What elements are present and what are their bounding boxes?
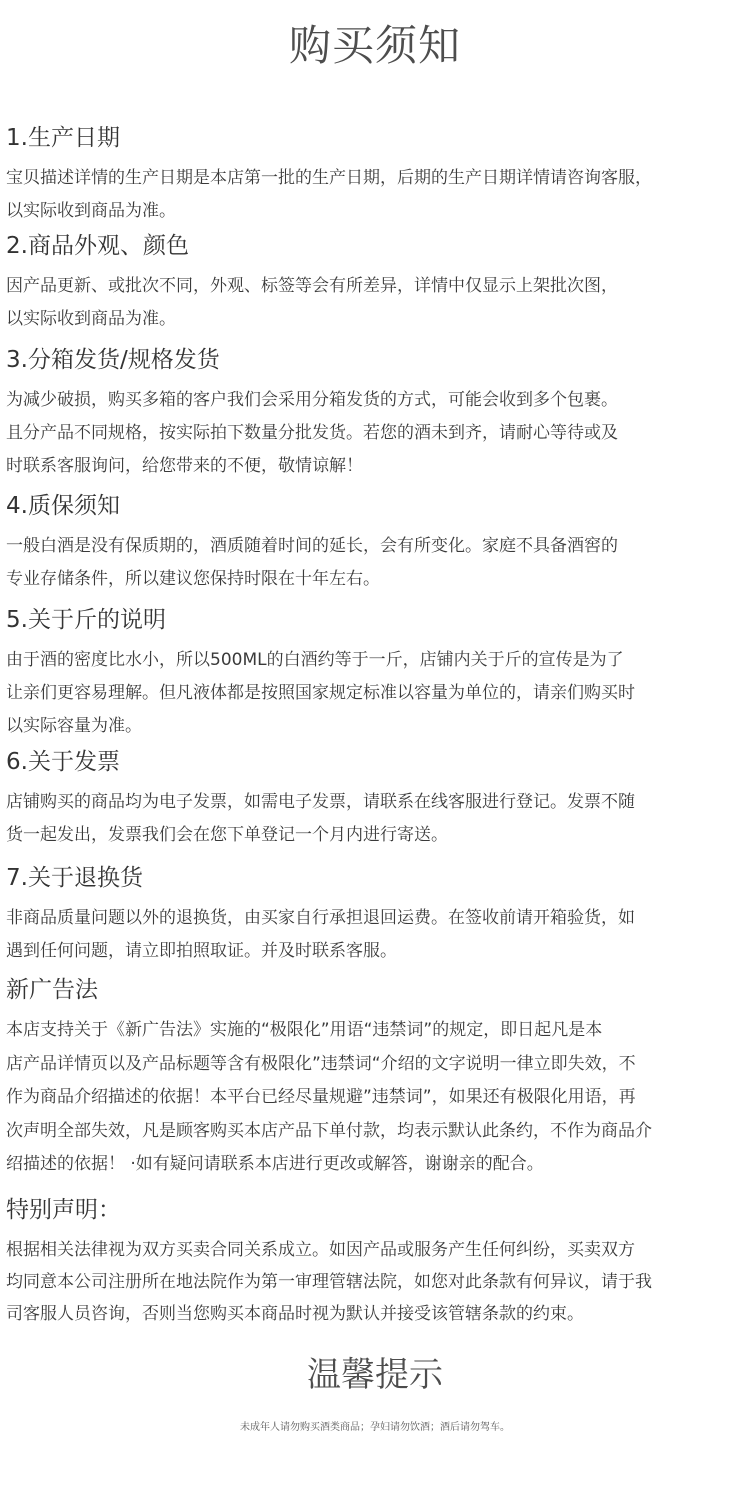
page-title: 购买须知 <box>288 21 461 70</box>
section-heading: 特别声明： <box>6 1197 121 1223</box>
section-heading: 1.生产日期 <box>6 125 120 151</box>
section-jin-explanation <box>6 604 740 743</box>
section-heading: 4.质保须知 <box>6 493 120 519</box>
section-line: 以实际收到商品为准。 <box>6 309 176 329</box>
section-line: 作为商品介绍描述的依据！本平台已经尽量规避”违禁词”，如果还有极限化用语，再 <box>6 1087 636 1107</box>
section-invoice <box>6 746 740 852</box>
section-line: 店铺购买的商品均为电子发票，如需电子发票，请联系在线客服进行登记。发票不随 <box>6 792 635 812</box>
section-line: 司客服人员咨询，否则当您购买本商品时视为默认并接受该管辖条款的约束。 <box>6 1304 584 1324</box>
section-line: 本店支持关于《新广告法》实施的“极限化”用语“违禁词”的规定，即日起凡是本 <box>6 1020 603 1040</box>
section-special-statement <box>6 1194 740 1330</box>
section-line: 时联系客服询问，给您带来的不便，敬情谅解！ <box>6 456 363 476</box>
section-heading: 5.关于斤的说明 <box>6 607 166 633</box>
section-returns <box>6 862 740 968</box>
section-line: 绍描述的依据！ ·如有疑问请联系本店进行更改或解答，谢谢亲的配合。 <box>6 1154 544 1174</box>
section-split-shipping <box>6 344 740 483</box>
section-advertising-law <box>6 974 740 1182</box>
section-line: 遇到任何问题，请立即拍照取证。并及时联系客服。 <box>6 941 397 961</box>
section-line: 宝贝描述详情的生产日期是本店第一批的生产日期，后期的生产日期详情请咨询客服， <box>6 168 652 188</box>
section-line: 让亲们更容易理解。但凡液体都是按照国家规定标准以容量为单位的，请亲们购买时 <box>6 683 635 703</box>
section-line: 以实际收到商品为准。 <box>6 201 176 221</box>
section-production-date <box>6 122 740 228</box>
section-heading: 6.关于发票 <box>6 749 120 775</box>
section-line: 专业存储条件，所以建议您保持时限在十年左右。 <box>6 569 380 589</box>
section-line: 均同意本公司注册所在地法院作为第一审理管辖法院，如您对此条款有何异议，请于我 <box>6 1272 652 1292</box>
section-heading: 2.商品外观、颜色 <box>6 233 189 259</box>
section-line: 以实际容量为准。 <box>6 716 142 736</box>
section-line: 且分产品不同规格，按实际拍下数量分批发货。若您的酒未到齐，请耐心等待或及 <box>6 423 618 443</box>
section-line: 因产品更新、或批次不同，外观、标签等会有所差异，详情中仅显示上架批次图， <box>6 276 618 296</box>
section-heading: 7.关于退换货 <box>6 865 143 891</box>
section-line: 为减少破损，购买多箱的客户我们会采用分箱发货的方式，可能会收到多个包裹。 <box>6 390 618 410</box>
section-line: 非商品质量问题以外的退换货，由买家自行承担退回运费。在签收前请开箱验货，如 <box>6 908 635 928</box>
section-line: 货一起发出，发票我们会在您下单登记一个月内进行寄送。 <box>6 825 448 845</box>
tip-title: 温馨提示 <box>307 1355 443 1395</box>
section-heading: 3.分箱发货/规格发货 <box>6 347 220 373</box>
section-line: 店产品详情页以及产品标题等含有极限化”违禁词“介绍的文字说明一律立即失效，不 <box>6 1053 636 1074</box>
section-line: 一般白酒是没有保质期的，酒质随着时间的延长，会有所变化。家庭不具备酒窖的 <box>6 536 618 556</box>
section-line: 根据相关法律视为双方买卖合同关系成立。如因产品或服务产生任何纠纷，买卖双方 <box>6 1240 635 1260</box>
section-warranty <box>6 490 740 596</box>
section-heading: 新广告法 <box>6 977 98 1003</box>
section-appearance <box>6 230 740 336</box>
section-line: 由于酒的密度比水小，所以500ML的白酒约等于一斤，店铺内关于斤的宣传是为了 <box>6 650 624 670</box>
tip-text: 未成年人请勿购买酒类商品；孕妇请勿饮酒；酒后请勿驾车。 <box>240 1422 510 1433</box>
section-line: 次声明全部失效，凡是顾客购买本店产品下单付款，均表示默认此条约，不作为商品介 <box>6 1120 652 1141</box>
